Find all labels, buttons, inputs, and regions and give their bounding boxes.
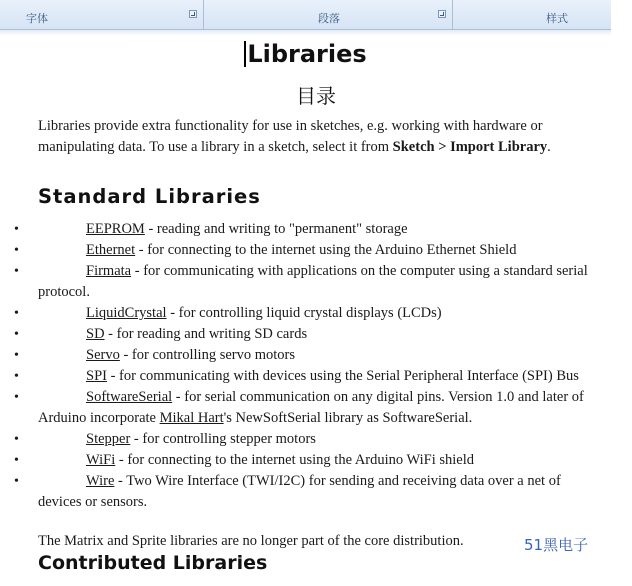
doc-title-text: Libraries — [247, 40, 367, 68]
intro-text-end: . — [547, 139, 551, 155]
bullet-icon: • — [14, 327, 19, 342]
bullet-icon: • — [14, 369, 19, 384]
library-desc: - for controlling liquid crystal displays (LCDs) — [166, 305, 442, 321]
library-link-softwareserial[interactable]: SoftwareSerial — [86, 389, 173, 405]
bullet-icon: • — [14, 264, 19, 279]
library-desc: 's NewSoftSerial library as SoftwareSerial. — [223, 410, 473, 426]
list-item — [0, 471, 600, 513]
next-section-heading-text: Contributed Libraries — [38, 552, 268, 574]
library-link-sd[interactable]: SD — [86, 326, 105, 342]
library-link-liquidcrystal[interactable]: LiquidCrystal — [86, 305, 167, 321]
watermark-logo: 51黑电子 — [524, 536, 589, 554]
library-desc: - for communicating with devices using the Serial Peripheral Interface (SPI) Bus — [106, 368, 579, 384]
library-link-ethernet[interactable]: Ethernet — [86, 242, 136, 258]
bullet-icon: • — [14, 222, 19, 237]
library-link-firmata[interactable]: Firmata — [86, 263, 132, 279]
library-link-wire[interactable]: Wire — [86, 473, 115, 489]
bullet-icon: • — [14, 474, 19, 489]
library-desc: - for reading and writing SD cards — [104, 326, 308, 342]
toc-heading: 目录 — [296, 84, 336, 108]
library-link-servo[interactable]: Servo — [86, 347, 120, 363]
list-item — [0, 450, 600, 471]
library-desc: - for connecting to the internet using the Arduino WiFi shield — [115, 452, 475, 468]
bullet-icon: • — [14, 243, 19, 258]
list-item — [0, 303, 600, 324]
library-desc: - for controlling stepper motors — [130, 431, 316, 447]
bullet-icon: • — [14, 390, 19, 405]
ribbon-group-paragraph — [206, 0, 453, 29]
bullet-icon: • — [14, 453, 19, 468]
text-cursor — [244, 41, 246, 67]
library-desc: - for communicating with applications on the computer using a standard serial protocol. — [38, 263, 588, 300]
library-desc: - reading and writing to "permanent" storage — [144, 221, 408, 237]
doc-title — [0, 40, 611, 68]
bullet-icon: • — [14, 306, 19, 321]
list-item — [0, 324, 600, 345]
ribbon-group-font — [0, 0, 204, 29]
list-item — [0, 345, 600, 366]
library-desc: - for connecting to the internet using the Arduino Ethernet Shield — [135, 242, 517, 258]
library-list — [0, 219, 600, 513]
intro-paragraph — [38, 116, 583, 158]
section-heading: Standard Libraries — [38, 185, 261, 208]
list-item — [0, 429, 600, 450]
ribbon-group-label-font: 字体 — [26, 12, 48, 25]
footer-note: The Matrix and Sprite libraries are no longer part of the core distribution. — [38, 533, 464, 549]
library-link-spi[interactable]: SPI — [86, 368, 107, 384]
library-desc: - Two Wire Interface (TWI/I2C) for sending and receiving data over a net of devices or sensors. — [38, 473, 561, 510]
list-item — [0, 240, 600, 261]
list-item — [0, 219, 600, 240]
library-desc: - for controlling servo motors — [119, 347, 296, 363]
library-link-wifi[interactable]: WiFi — [86, 452, 116, 468]
bullet-icon: • — [14, 348, 19, 363]
ribbon-group-label-paragraph: 段落 — [318, 12, 340, 25]
font-dialog-launcher-icon[interactable] — [189, 10, 197, 18]
intro-menu-path: Sketch > Import Library — [392, 139, 548, 155]
intro-text: Libraries provide extra functionality for use in sketches, e.g. working with hardware or manipulating data. To use a library in a sketch, select it from — [38, 118, 543, 155]
list-item — [0, 261, 600, 303]
document-page[interactable] — [0, 36, 611, 573]
list-item — [0, 387, 600, 429]
paragraph-dialog-launcher-icon[interactable] — [438, 10, 446, 18]
ribbon-group-bar — [0, 0, 611, 30]
bullet-icon: • — [14, 432, 19, 447]
library-link-stepper[interactable]: Stepper — [86, 431, 131, 447]
author-link-mikal-hart[interactable]: Mikal Hart — [159, 410, 224, 426]
list-item — [0, 366, 600, 387]
next-section-heading — [38, 552, 268, 574]
ribbon-group-styles — [455, 0, 611, 29]
ribbon-group-label-styles: 样式 — [546, 12, 568, 25]
library-link-eeprom[interactable]: EEPROM — [86, 221, 145, 237]
library-desc: - for serial communication on any digital pins. Version 1.0 and later of Arduino incorporate — [38, 389, 584, 426]
